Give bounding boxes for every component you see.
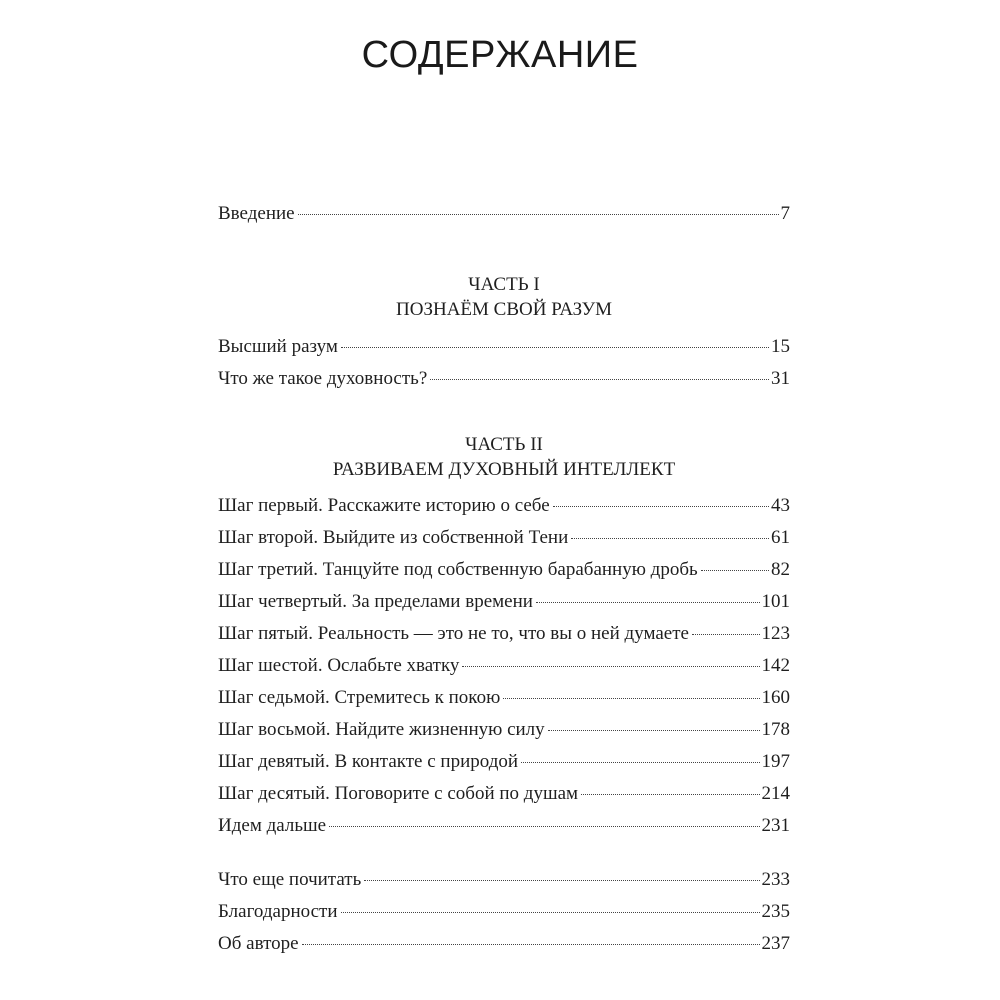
toc-entry-page: 61 xyxy=(771,527,790,548)
page-title: СОДЕРЖАНИЕ xyxy=(361,34,639,76)
toc-entry-page: 15 xyxy=(771,336,790,357)
toc-entry-title: Шаг второй. Выйдите из собственной Тени xyxy=(218,527,569,548)
toc-entry-page: 233 xyxy=(761,869,790,890)
part-label: ЧАСТЬ II xyxy=(465,434,543,455)
toc-entry-page: 82 xyxy=(771,559,790,580)
dot-leader xyxy=(536,602,760,603)
dot-leader xyxy=(521,762,759,763)
toc-part-1 xyxy=(218,272,790,322)
toc-entry-page: 231 xyxy=(761,815,790,836)
toc-entry[interactable] xyxy=(218,198,790,230)
dot-leader xyxy=(462,666,759,667)
toc-part-2 xyxy=(218,432,790,482)
toc-entry[interactable] xyxy=(218,810,790,842)
toc-entry-title: Что еще почитать xyxy=(218,869,362,890)
toc-part-2-entries xyxy=(218,490,790,842)
toc-entry-page: 7 xyxy=(780,203,790,224)
dot-leader xyxy=(692,634,760,635)
part-name: РАЗВИВАЕМ ДУХОВНЫЙ ИНТЕЛЛЕКТ xyxy=(332,459,676,480)
toc-entry-page: 142 xyxy=(761,655,790,676)
toc-entry[interactable] xyxy=(218,928,790,960)
toc-entry-page: 235 xyxy=(761,901,790,922)
dot-leader xyxy=(701,570,769,571)
toc-entry-title: Благодарности xyxy=(218,901,338,922)
toc-entry[interactable] xyxy=(218,746,790,778)
toc-entry[interactable] xyxy=(218,864,790,896)
dot-leader xyxy=(302,944,760,945)
toc-entry[interactable] xyxy=(218,522,790,554)
toc-entry[interactable] xyxy=(218,650,790,682)
toc-intro xyxy=(218,198,790,230)
dot-leader xyxy=(553,506,769,507)
toc-entry-title: Идем дальше xyxy=(218,815,327,836)
toc-entry-title: Высший разум xyxy=(218,336,338,357)
toc-entry-page: 237 xyxy=(761,933,790,954)
toc-back-matter xyxy=(218,864,790,960)
toc-entry[interactable] xyxy=(218,896,790,928)
toc-entry[interactable] xyxy=(218,778,790,810)
toc-entry[interactable] xyxy=(218,714,790,746)
toc-entry[interactable] xyxy=(218,586,790,618)
toc-part-1-entries xyxy=(218,331,790,395)
toc-entry-title: Шаг шестой. Ослабьте хватку xyxy=(218,655,460,676)
dot-leader xyxy=(581,794,759,795)
toc-entry-title: Об авторе xyxy=(218,933,299,954)
toc-entry-title: Введение xyxy=(218,203,295,224)
toc-entry-title: Шаг девятый. В контакте с природой xyxy=(218,751,519,772)
part-name: ПОЗНАЁМ СВОЙ РАЗУМ xyxy=(396,299,612,320)
dot-leader xyxy=(341,912,760,913)
toc-entry-page: 31 xyxy=(771,368,790,389)
toc-entry-page: 101 xyxy=(761,591,790,612)
toc-entry[interactable] xyxy=(218,490,790,522)
toc-entry-page: 160 xyxy=(761,687,790,708)
dot-leader xyxy=(571,538,769,539)
part-label: ЧАСТЬ I xyxy=(468,274,540,295)
toc-entry-title: Шаг четвертый. За пределами времени xyxy=(218,591,533,612)
dot-leader xyxy=(364,880,759,881)
dot-leader xyxy=(548,730,760,731)
dot-leader xyxy=(430,379,769,380)
toc-entry-title: Шаг третий. Танцуйте под собственную барабанную дробь xyxy=(218,559,698,580)
toc-entry[interactable] xyxy=(218,682,790,714)
toc-entry-page: 123 xyxy=(761,623,790,644)
toc-entry[interactable] xyxy=(218,363,790,395)
toc-entry[interactable] xyxy=(218,331,790,363)
toc-entry[interactable] xyxy=(218,554,790,586)
toc-entry-title: Шаг пятый. Реальность — это не то, что вы о ней думаете xyxy=(218,623,689,644)
toc-entry-page: 178 xyxy=(761,719,790,740)
toc-entry-page: 197 xyxy=(761,751,790,772)
toc-entry-title: Шаг седьмой. Стремитесь к покою xyxy=(218,687,501,708)
dot-leader xyxy=(329,826,759,827)
toc-entry-title: Шаг десятый. Поговорите с собой по душам xyxy=(218,783,579,804)
toc-entry-page: 43 xyxy=(771,495,790,516)
toc-entry[interactable] xyxy=(218,618,790,650)
dot-leader xyxy=(298,214,779,215)
dot-leader xyxy=(503,698,759,699)
toc-entry-title: Шаг восьмой. Найдите жизненную силу xyxy=(218,719,545,740)
dot-leader xyxy=(341,347,769,348)
toc-entry-page: 214 xyxy=(761,783,790,804)
toc-entry-title: Шаг первый. Расскажите историю о себе xyxy=(218,495,550,516)
toc-entry-title: Что же такое духовность? xyxy=(218,368,428,389)
